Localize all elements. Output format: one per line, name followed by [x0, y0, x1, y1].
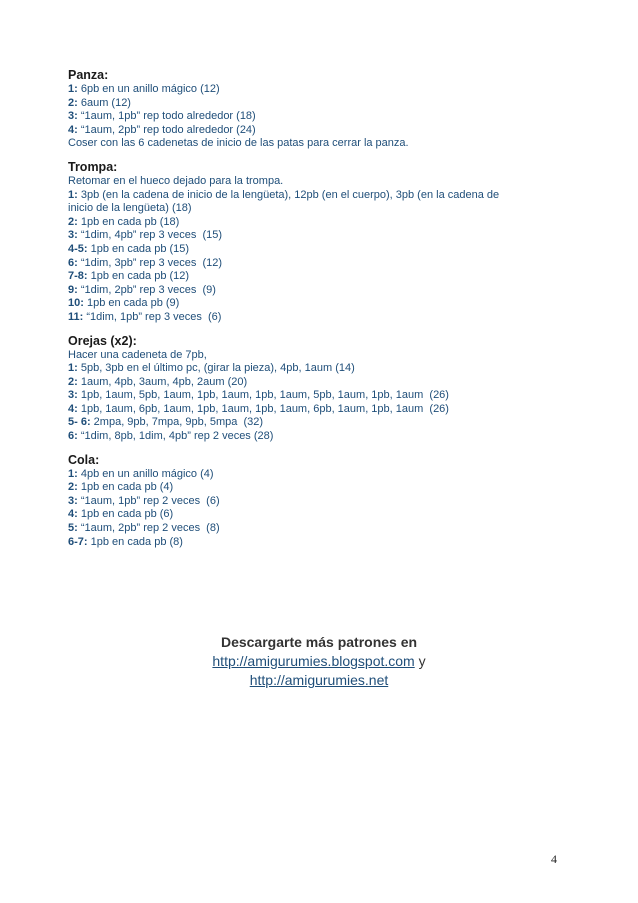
- round-number: 2:: [68, 96, 78, 109]
- instruction-text: 6aum (12): [77, 96, 131, 109]
- instruction-text: 3pb (en la cadena de inicio de la lengüeta), 12pb (en el cuerpo), 3pb (en la cadena de: [77, 188, 500, 201]
- instruction-text: 1pb, 1aum, 5pb, 1aum, 1pb, 1aum, 1pb, 1aum, 5pb, 1aum, 1pb, 1aum (26): [77, 389, 449, 402]
- pattern-section: [68, 68, 568, 151]
- section-heading: Trompa:: [68, 159, 118, 174]
- instruction-text: 2mpa, 9pb, 7mpa, 9pb, 5mpa (32): [90, 416, 264, 429]
- round-number: 4:: [68, 402, 78, 415]
- round-number: 1:: [68, 188, 78, 201]
- instruction-line: [68, 202, 568, 216]
- round-number: 3:: [68, 494, 78, 507]
- round-number: 1:: [68, 467, 78, 480]
- instruction-line: [68, 430, 568, 444]
- instruction-line: [68, 362, 568, 376]
- round-number: 4-5:: [68, 242, 88, 255]
- instruction-text: “1aum, 2pb” rep todo alrededor (24): [77, 123, 256, 136]
- instruction-line: [68, 110, 568, 124]
- instruction-text: 1aum, 4pb, 3aum, 4pb, 2aum (20): [77, 375, 248, 388]
- blogspot-link[interactable]: http://amigurumies.blogspot.com: [212, 653, 415, 669]
- pattern-section: [68, 160, 568, 325]
- instruction-line: [68, 243, 568, 257]
- download-footer: [0, 633, 638, 690]
- round-number: 4:: [68, 123, 78, 136]
- footer-links-line-2: [0, 671, 638, 690]
- instruction-line: [68, 468, 568, 482]
- instruction-text: “1dim, 2pb” rep 3 veces (9): [77, 283, 216, 296]
- instruction-line: [68, 311, 568, 325]
- instruction-line: [68, 376, 568, 390]
- round-number: 6:: [68, 430, 78, 443]
- round-number: 9:: [68, 283, 78, 296]
- instruction-line: [68, 403, 568, 417]
- pattern-content: [68, 68, 568, 558]
- instruction-line: [68, 189, 568, 203]
- instruction-text: inicio de la lengüeta) (18): [68, 202, 192, 215]
- pattern-section: [68, 334, 568, 444]
- instruction-line: [68, 349, 568, 363]
- instruction-text: 1pb en cada pb (12): [87, 270, 190, 283]
- pattern-section: [68, 453, 568, 550]
- instruction-text: “1dim, 4pb” rep 3 veces (15): [77, 229, 223, 242]
- instruction-line: [68, 137, 568, 151]
- instruction-line: [68, 270, 568, 284]
- round-number: 3:: [68, 229, 78, 242]
- instruction-text: “1dim, 1pb” rep 3 veces (6): [83, 310, 222, 323]
- instruction-line: [68, 536, 568, 550]
- instruction-line: [68, 297, 568, 311]
- round-number: 6:: [68, 256, 78, 269]
- amigurumies-net-link[interactable]: http://amigurumies.net: [249, 672, 389, 688]
- instruction-text: 5pb, 3pb en el último pc, (girar la pieza), 4pb, 1aum (14): [77, 362, 355, 375]
- instruction-text: 1pb en cada pb (9): [83, 297, 180, 310]
- section-heading: Orejas (x2):: [68, 333, 137, 348]
- instruction-line: [68, 257, 568, 271]
- instruction-line: [68, 522, 568, 536]
- instruction-text: 1pb, 1aum, 6pb, 1aum, 1pb, 1aum, 1pb, 1aum, 6pb, 1aum, 1pb, 1aum (26): [77, 402, 449, 415]
- round-number: 3:: [68, 110, 78, 123]
- instruction-line: [68, 481, 568, 495]
- footer-links-line: [0, 652, 638, 671]
- round-number: 2:: [68, 215, 78, 228]
- instruction-text: “1aum, 2pb” rep 2 veces (8): [77, 522, 220, 535]
- instruction-text: 1pb en cada pb (8): [87, 535, 183, 548]
- instruction-line: [68, 97, 568, 111]
- instruction-text: 1pb en cada pb (15): [87, 242, 190, 255]
- round-number: 1:: [68, 362, 78, 375]
- instruction-line: [68, 229, 568, 243]
- instruction-line: [68, 508, 568, 522]
- instruction-text: 1pb en cada pb (6): [77, 508, 174, 521]
- instruction-text: Retomar en el hueco dejado para la trompa.: [68, 174, 284, 187]
- round-number: 7-8:: [68, 270, 88, 283]
- page-number: 4: [551, 852, 557, 866]
- instruction-text: 4pb en un anillo mágico (4): [77, 467, 214, 480]
- round-number: 2:: [68, 375, 78, 388]
- instruction-text: “1aum, 1pb” rep 2 veces (6): [77, 494, 220, 507]
- instruction-text: “1aum, 1pb” rep todo alrededor (18): [77, 110, 256, 123]
- instruction-line: [68, 284, 568, 298]
- section-heading: Cola:: [68, 452, 100, 467]
- section-heading: Panza:: [68, 68, 109, 82]
- instruction-line: [68, 124, 568, 138]
- round-number: 5:: [68, 522, 78, 535]
- round-number: 1:: [68, 83, 78, 95]
- round-number: 5- 6:: [68, 416, 91, 429]
- round-number: 10:: [68, 297, 84, 310]
- footer-connector: y: [414, 653, 426, 669]
- instruction-text: “1dim, 3pb” rep 3 veces (12): [77, 256, 223, 269]
- round-number: 6-7:: [68, 535, 88, 548]
- footer-title: Descargarte más patrones en: [220, 634, 418, 650]
- instruction-text: 6pb en un anillo mágico (12): [77, 83, 220, 95]
- instruction-line: [68, 216, 568, 230]
- instruction-text: 1pb en cada pb (4): [77, 481, 174, 494]
- round-number: 11:: [68, 310, 84, 323]
- round-number: 4:: [68, 508, 78, 521]
- instruction-line: [68, 495, 568, 509]
- instruction-text: 1pb en cada pb (18): [77, 215, 180, 228]
- instruction-text: “1dim, 8pb, 1dim, 4pb” rep 2 veces (28): [77, 430, 274, 443]
- round-number: 3:: [68, 389, 78, 402]
- round-number: 2:: [68, 481, 78, 494]
- instruction-line: [68, 389, 568, 403]
- instruction-text: Coser con las 6 cadenetas de inicio de las patas para cerrar la panza.: [68, 137, 409, 150]
- instruction-line: [68, 416, 568, 430]
- instruction-line: [68, 175, 568, 189]
- instruction-line: [68, 83, 568, 97]
- instruction-text: Hacer una cadeneta de 7pb,: [68, 348, 207, 361]
